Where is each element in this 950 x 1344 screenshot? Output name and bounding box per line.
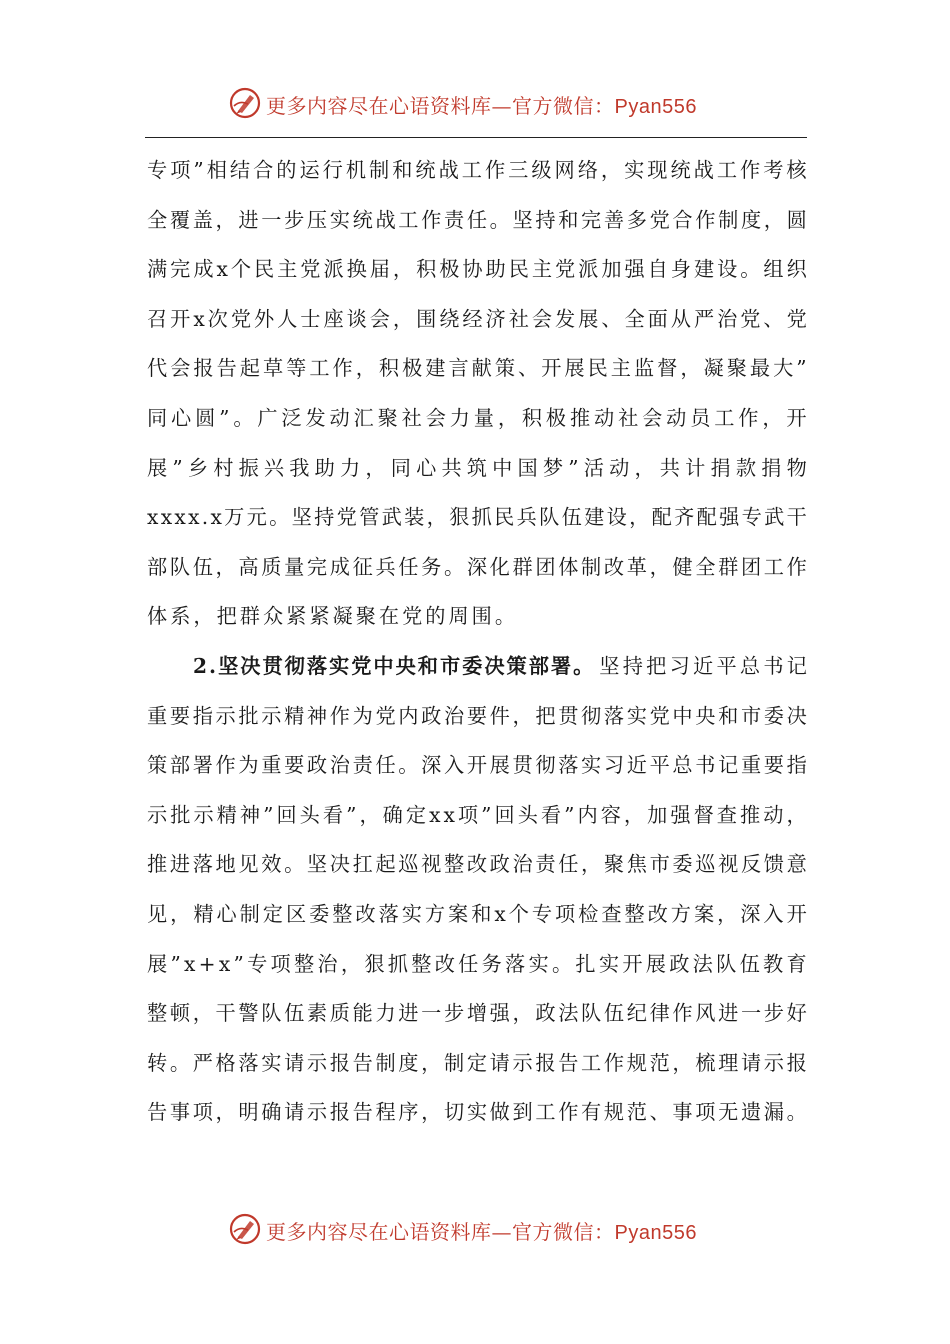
header-divider bbox=[145, 137, 807, 138]
text-line: 专 项 ” 相 结 合 的 运 行 机 制 和 统 战 工 作 三 级 网 络 ， 实 现 统 战 工 作 考 核 bbox=[147, 158, 807, 182]
text-line: 代 会 报 告 起 草 等 工 作 ， 积 极 建 言 献 策 、 开 展 民 主 监 督 ， 凝 聚 最 大 ” bbox=[147, 356, 807, 381]
wechat-id: Pyan556 bbox=[614, 1222, 697, 1244]
watermark-label: 更多内容尽在心语资料库—官方微信： bbox=[266, 94, 615, 118]
wechat-id: Pyan556 bbox=[614, 96, 697, 118]
text-line: 见 ， 精 心 制 定 区 委 整 改 落 实 方 案 和 x 个 专 项 检 查 整 改 方 案 ， 深 入 开 bbox=[147, 901, 807, 926]
text-line: 示 批 示 精 神 ” 回 头 看 ” ， 确 定 x x 项 ” 回 头 看 ” 内 容 ， 加 强 督 查 推 动 ， bbox=[147, 802, 807, 827]
footer-watermark bbox=[0, 1210, 950, 1250]
text-line: 转 。 严 格 落 实 请 示 报 告 制 度 ， 制 定 请 示 报 告 工 作 规 范 ， 梳 理 请 示 报 bbox=[147, 1050, 807, 1075]
watermark-text bbox=[266, 1216, 697, 1245]
text-line: 展 ” x + x ” 专 项 整 治 ， 狠 抓 整 改 任 务 落 实 。 扎 实 开 展 政 法 队 伍 教 育 bbox=[147, 951, 807, 976]
text-line: 满 完 成 x 个 民 主 党 派 换 届 ， 积 极 协 助 民 主 党 派 加 强 自 身 建 设 。 组 织 bbox=[147, 257, 807, 282]
text-line: 同 心 圆 ” 。 广 泛 发 动 汇 聚 社 会 力 量 ， 积 极 推 动 社 会 动 员 工 作 ， 开 bbox=[147, 405, 807, 430]
watermark-label: 更多内容尽在心语资料库—官方微信： bbox=[266, 1220, 615, 1244]
text-line: 告 事 项 ， 明 确 请 示 报 告 程 序 ， 切 实 做 到 工 作 有 规 范 、 事 项 无 遗 漏 。 bbox=[147, 1100, 807, 1125]
header-watermark bbox=[0, 84, 950, 124]
text-line: 体系，把群众紧紧凝聚在党的周围。 bbox=[147, 604, 519, 629]
section-2-first-line-rest: 坚 持 把 习 近 平 总 书 记 bbox=[599, 653, 807, 678]
section-2-first-line bbox=[147, 642, 807, 692]
pen-nib-logo-icon bbox=[228, 86, 262, 120]
text-line: 推 进 落 地 见 效 。 坚 决 扛 起 巡 视 整 改 政 治 责 任 ， 聚 焦 市 委 巡 视 反 馈 意 bbox=[147, 852, 807, 877]
text-line: 展 ” 乡 村 振 兴 我 助 力 ， 同 心 共 筑 中 国 梦 ” 活 动 ， 共 计 捐 款 捐 物 bbox=[147, 455, 807, 480]
document-body bbox=[147, 146, 807, 1138]
pen-nib-logo-icon bbox=[228, 1212, 262, 1246]
section-heading: 2.坚决贯彻落实党中央和市委决策部署。 bbox=[193, 653, 596, 678]
text-line: 召 开 x 次 党 外 人 士 座 谈 会 ， 围 绕 经 济 社 会 发 展 、 全 面 从 严 治 党 、 党 bbox=[147, 306, 807, 331]
text-line: 全 覆 盖 ， 进 一 步 压 实 统 战 工 作 责 任 。 坚 持 和 完 善 多 党 合 作 制 度 ， 圆 bbox=[147, 207, 807, 232]
text-line: x x x x . x 万 元 。 坚 持 党 管 武 装 ， 狠 抓 民 兵 队 伍 建 设 ， 配 齐 配 强 专 武 干 bbox=[147, 505, 807, 530]
text-line: 部 队 伍 ， 高 质 量 完 成 征 兵 任 务 。 深 化 群 团 体 制 改 革 ， 健 全 群 团 工 作 bbox=[147, 554, 807, 579]
text-line: 策 部 署 作 为 重 要 政 治 责 任 。 深 入 开 展 贯 彻 落 实 习 近 平 总 书 记 重 要 指 bbox=[147, 753, 807, 778]
text-line: 重 要 指 示 批 示 精 神 作 为 党 内 政 治 要 件 ， 把 贯 彻 落 实 党 中 央 和 市 委 决 bbox=[147, 703, 807, 728]
watermark-text bbox=[266, 90, 697, 119]
text-line: 整 顿 ， 干 警 队 伍 素 质 能 力 进 一 步 增 强 ， 政 法 队 伍 纪 律 作 风 进 一 步 好 bbox=[147, 1001, 807, 1026]
